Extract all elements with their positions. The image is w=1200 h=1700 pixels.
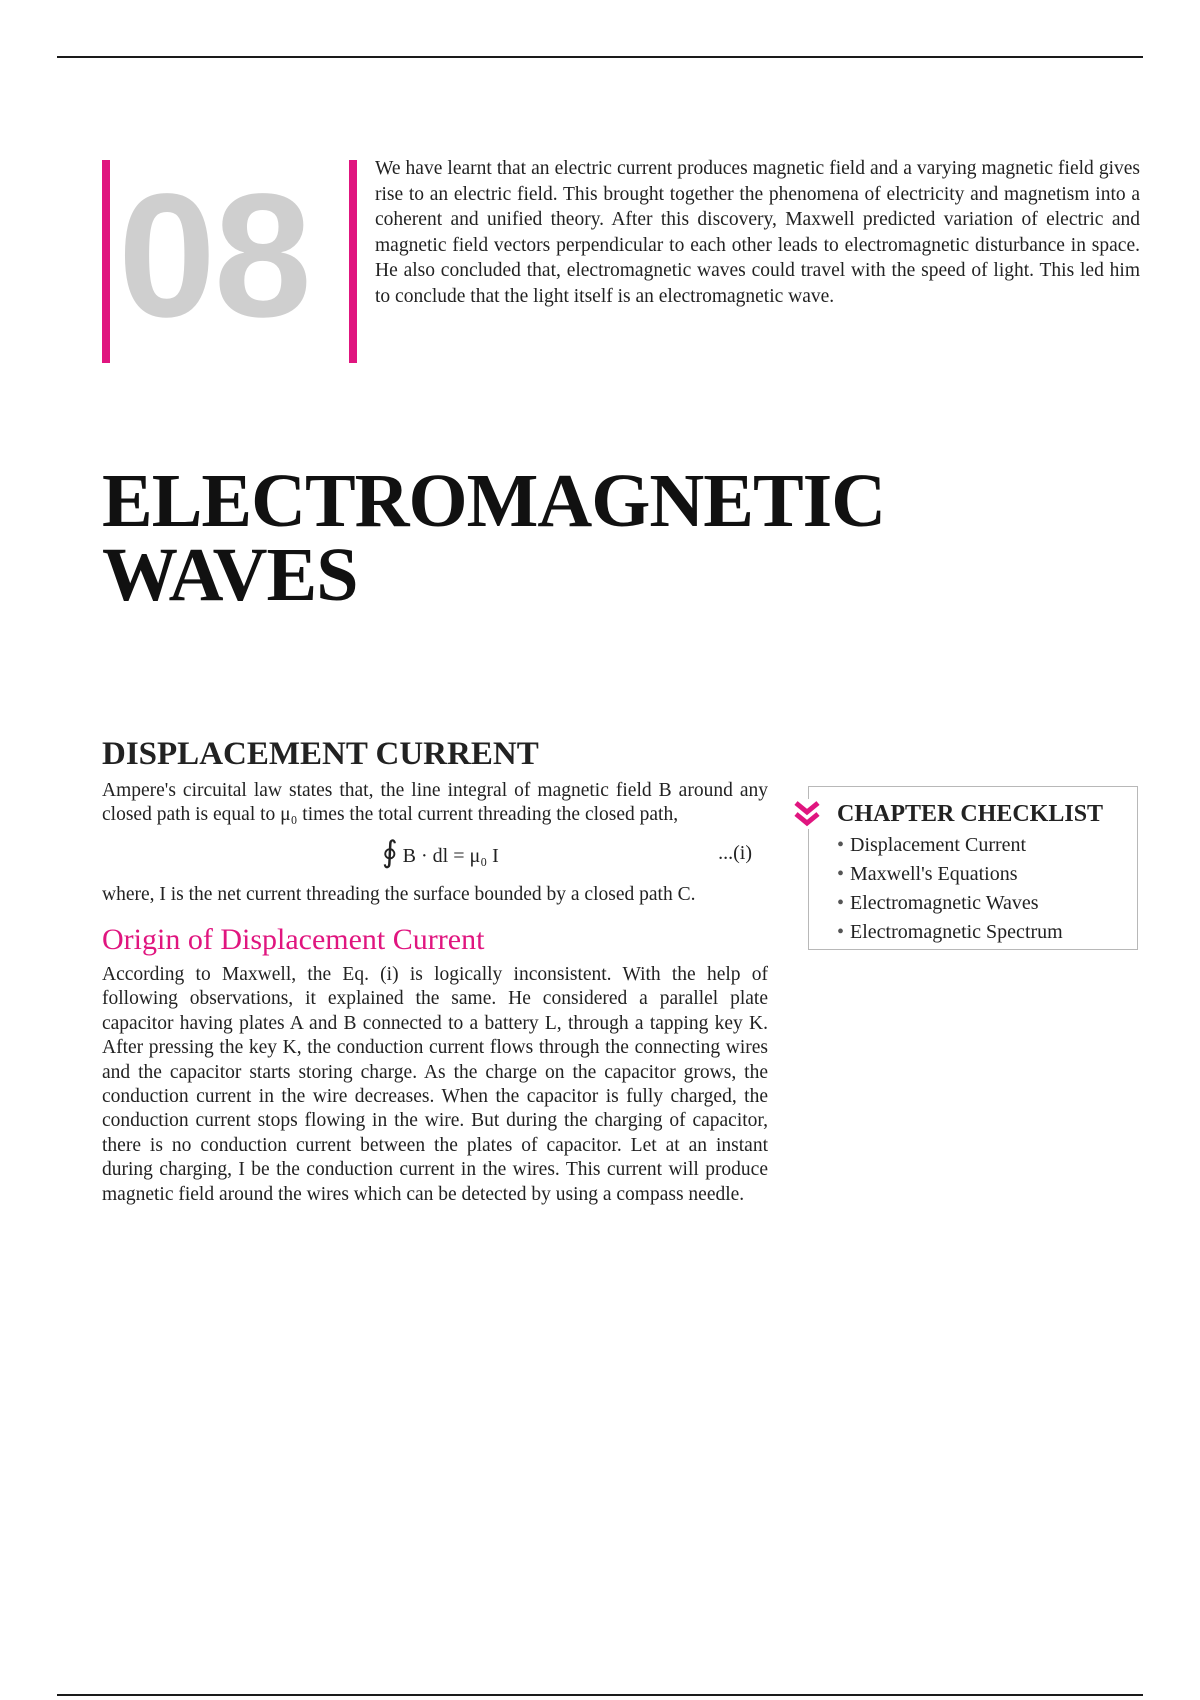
top-rule [57,56,1143,58]
chapter-bar-left [102,160,110,363]
paragraph-ampere-law: Ampere's circuital law states that, the line integral of magnetic field B around any closed path is equal to μ₀ times the total current threading the closed path, [102,780,768,826]
chapter-title [102,459,1102,617]
checklist-item: • Displacement Current [837,831,1063,860]
closed-integral-symbol: ∮ [382,836,398,869]
checklist-items [837,831,1063,947]
equation-body [382,838,499,871]
checklist-item: • Electromagnetic Waves [837,889,1063,918]
paragraph-where: where, I is the net current threading the surface bounded by a closed path C. [102,884,696,905]
double-chevron-down-icon [792,799,822,829]
chapter-number: 08 [118,158,310,354]
checklist-title: CHAPTER CHECKLIST [837,801,1104,827]
equation-number: ...(i) [718,842,752,864]
subsection-heading: Origin of Displacement Current [102,923,485,956]
equation-expression: B · dl = μ₀ I [402,845,499,867]
chapter-title-line2: WAVES [102,533,358,617]
equation-ampere [102,838,768,868]
chapter-title-line1: ELECTROMAGNETIC [102,459,886,543]
checklist-item: • Electromagnetic Spectrum [837,918,1063,947]
section-heading: DISPLACEMENT CURRENT [102,736,539,772]
bottom-rule [57,1694,1143,1696]
paragraph-origin: According to Maxwell, the Eq. (i) is logically inconsistent. With the help of following observations, it explained the same. He considered a parallel plate capacitor having plates A and B connected to a battery L, through a tapping key K. After pressing the key K, the conduction current flows through the connecting wires and the capacitor starts storing charge. As the charge on the capacitor grows, the conduction current in the wire decreases. When the capacitor is fully charged, the conduction current stops flowing in the wire. But during the charging of capacitor, there is no conduction current between the plates of capacitor. Let at an instant during charging, I be the conduction current in the wires. This current will produce magnetic field around the wires which can be detected by using a compass needle. [102,964,768,1205]
checklist-item: • Maxwell's Equations [837,860,1063,889]
chapter-intro: We have learnt that an electric current produces magnetic field and a varying magnetic field gives rise to an electric field. This brought together the phenomena of electricity and magnetism into a coherent and unified theory. After this discovery, Maxwell predicted variation of electric and magnetic field vectors perpendicular to each other leads to electromagnetic disturbance in space. He also concluded that, electromagnetic waves could travel with the speed of light. This led him to conclude that the light itself is an electromagnetic wave. [375,158,1140,307]
chapter-checklist-box [808,786,1138,950]
chapter-bar-right [349,160,357,363]
